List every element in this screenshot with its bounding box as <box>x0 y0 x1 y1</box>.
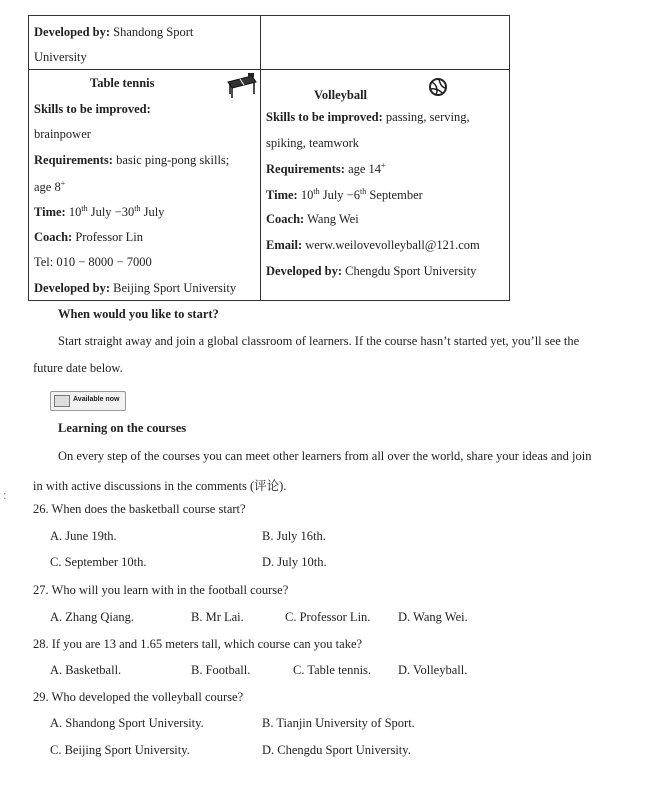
table-divider-vertical <box>260 16 261 300</box>
volleyball-title: Volleyball <box>314 88 368 102</box>
q26-option-c: C. September 10th. <box>50 555 147 569</box>
tt-skills-value: brainpower <box>34 127 91 141</box>
vb-skills-line2: spiking, teamwork <box>266 136 360 150</box>
q26-option-a: A. June 19th. <box>50 529 117 543</box>
tt-requirements-age: age 8+ <box>34 179 66 195</box>
shandong-dev-line: Developed by: Shandong Sport <box>34 25 194 39</box>
q26-option-d: D. July 10th. <box>262 555 327 569</box>
start-heading: When would you like to start? <box>58 307 219 321</box>
available-now-badge <box>50 391 126 411</box>
available-now-label: Available now <box>73 396 120 403</box>
start-para-line1: Start straight away and join a global classroom of learners. If the course hasn’t started yet, you’ll see the <box>58 334 580 348</box>
q29-option-a: A. Shandong Sport University. <box>50 716 204 730</box>
tt-time: Time: 10th July −30th July <box>34 204 165 220</box>
ping-pong-table-icon <box>224 72 258 100</box>
question-26: 26. When does the basketball course start? <box>33 502 246 516</box>
volleyball-icon <box>427 76 449 98</box>
vb-coach: Coach: Wang Wei <box>266 212 359 226</box>
q27-option-c: C. Professor Lin. <box>285 610 371 624</box>
q26-option-b: B. July 16th. <box>262 529 326 543</box>
vb-skills: Skills to be improved: passing, serving, <box>266 110 470 124</box>
q27-option-a: A. Zhang Qiang. <box>50 610 135 624</box>
learning-para-line1: On every step of the courses you can meet other learners from all over the world, share your ideas and join <box>58 449 592 463</box>
vb-developer: Developed by: Chengdu Sport University <box>266 264 477 278</box>
q27-option-b: B. Mr Lai. <box>191 610 244 624</box>
q28-option-d: D. Volleyball. <box>398 663 468 677</box>
q28-option-a: A. Basketball. <box>50 663 122 677</box>
tt-developer: Developed by: Beijing Sport University <box>34 281 237 295</box>
q29-option-b: B. Tianjin University of Sport. <box>262 716 415 730</box>
q28-option-b: B. Football. <box>191 663 251 677</box>
question-27: 27. Who will you learn with in the football course? <box>33 583 289 597</box>
shandong-dev-line2: University <box>34 50 87 64</box>
table-divider-horizontal <box>29 69 509 70</box>
vb-requirements: Requirements: age 14+ <box>266 161 386 177</box>
learning-para-line2: in with active discussions in the comments (评论). <box>33 479 287 493</box>
tt-requirements: Requirements: basic ping-pong skills; <box>34 153 230 167</box>
tt-skills-label: Skills to be improved: <box>34 102 151 116</box>
tt-coach: Coach: Professor Lin <box>34 230 144 244</box>
question-28: 28. If you are 13 and 1.65 meters tall, which course can you take? <box>33 637 363 651</box>
vb-time: Time: 10th July −6th September <box>266 187 423 203</box>
start-para-line2: future date below. <box>33 361 123 375</box>
table-tennis-title: Table tennis <box>90 76 155 90</box>
calendar-icon <box>54 395 70 407</box>
learning-heading: Learning on the courses <box>58 421 187 435</box>
q27-option-d: D. Wang Wei. <box>398 610 468 624</box>
margin-mark: : <box>3 488 7 502</box>
q29-option-c: C. Beijing Sport University. <box>50 743 190 757</box>
vb-email: Email: werw.weilovevolleyball@121.com <box>266 238 480 252</box>
tt-tel: Tel: 010 − 8000 − 7000 <box>34 255 152 269</box>
q29-option-d: D. Chengdu Sport University. <box>262 743 411 757</box>
question-29: 29. Who developed the volleyball course? <box>33 690 244 704</box>
q28-option-c: C. Table tennis. <box>293 663 372 677</box>
